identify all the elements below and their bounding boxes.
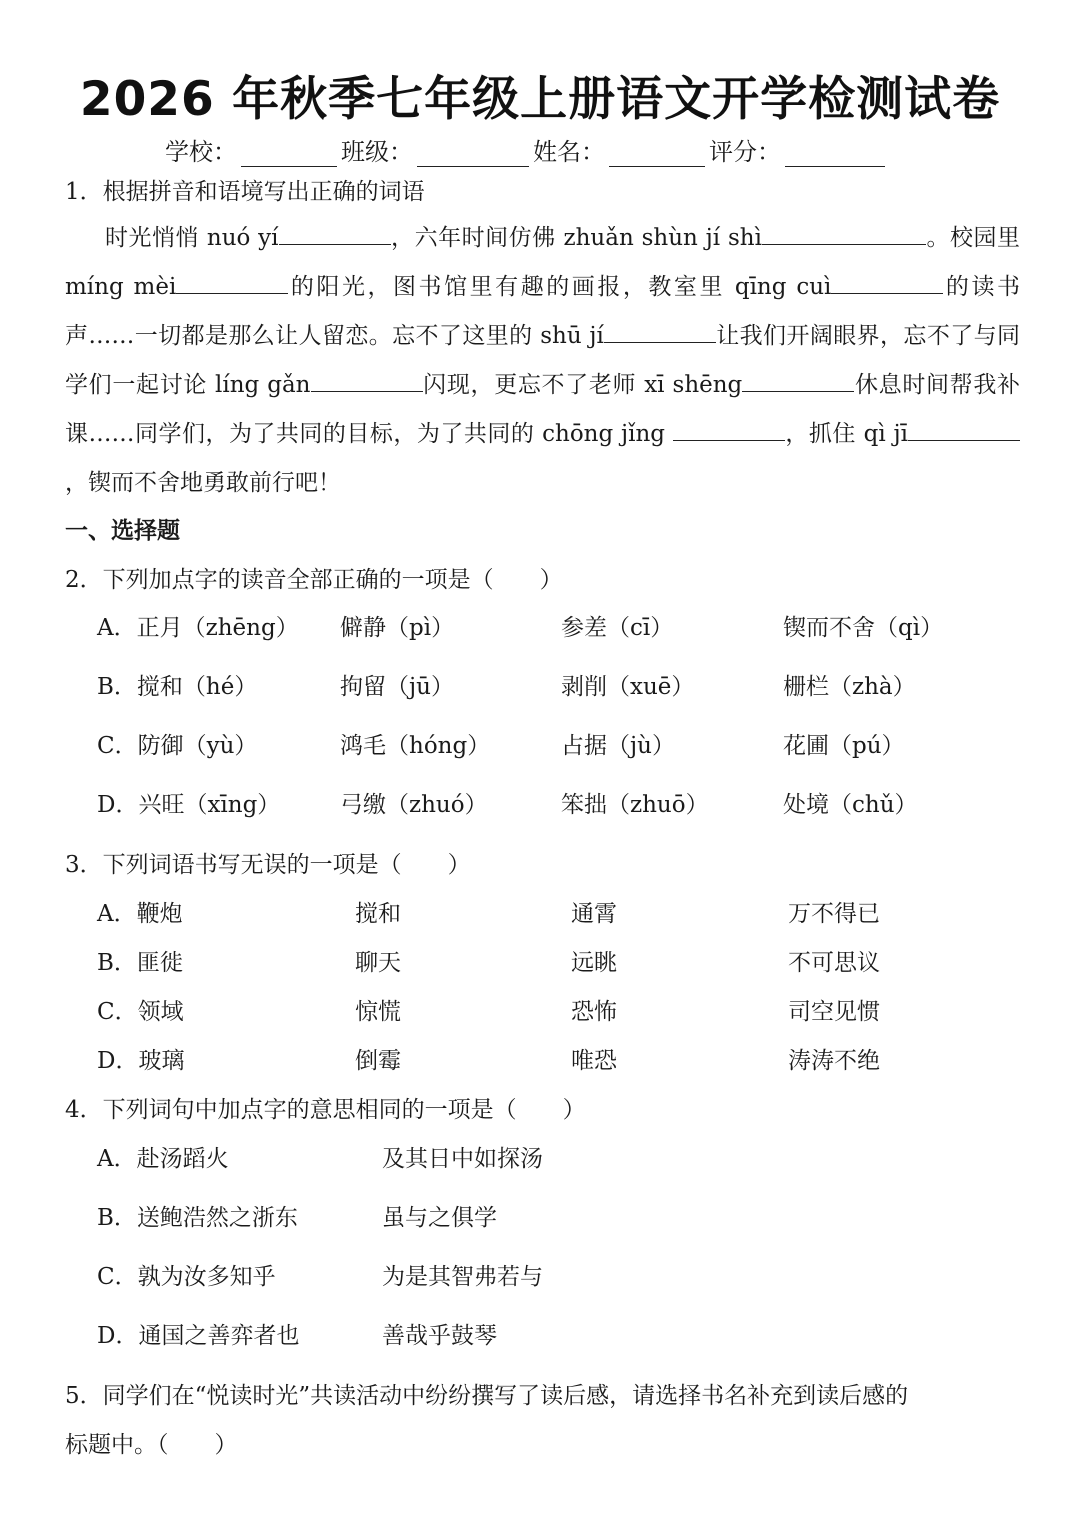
option-text: C．孰为汝多知乎 [97,1264,276,1290]
option-text: 涛涛不绝 [788,1048,880,1074]
option-text: 及其日中如探汤 [382,1146,543,1172]
option-text: 惊慌 [355,999,401,1025]
answer-blank[interactable] [311,369,423,392]
option-text: A．正月（zhēng） [97,615,299,641]
student-info [165,132,889,167]
option-text: 为是其智弗若与 [382,1264,543,1290]
option-text: D．玻璃 [97,1048,185,1074]
q2-option-d[interactable] [97,786,1037,820]
q2-option-a[interactable] [97,609,1037,643]
option-text: 弓缴（zhuó） [340,792,488,818]
name-blank[interactable] [609,140,705,167]
school-label: 学校： [165,138,237,166]
q3-option-d[interactable] [97,1042,1037,1076]
q1-text: 让我们开阔眼界，忘不了与同学们一起讨论 líng gǎn [65,323,1021,398]
school-blank[interactable] [241,140,337,167]
section-heading: 一、选择题 [65,518,180,544]
option-text: 笨拙（zhuō） [561,792,709,818]
page-title: 2026 年秋季七年级上册语文开学检测试卷 [79,72,1001,127]
option-text: A．鞭炮 [97,901,183,927]
option-text: B．匪徙 [97,950,183,976]
q2-stem: 2．下列加点字的读音全部正确的一项是（ ） [65,567,563,593]
q5-stem-line2: 标题中。（ ） [65,1432,238,1458]
score-blank[interactable] [785,140,885,167]
q3-stem: 3．下列词语书写无误的一项是（ ） [65,852,471,878]
option-text: B．搅和（hé） [97,674,258,700]
option-text: 剥削（xuē） [561,674,695,700]
q1-text: ，六年时间仿佛 zhuǎn shùn jí shì [390,225,762,251]
option-text: 司空见惯 [788,999,880,1025]
q1-text: 闪现，更忘不了老师 xī shēng [422,372,743,398]
option-text: 远眺 [571,950,617,976]
answer-blank[interactable] [604,320,716,343]
name-label: 姓名： [533,138,605,166]
q3-option-c[interactable] [97,993,1037,1027]
option-text: 栅栏（zhà） [783,674,916,700]
q5-stem-line1: 5．同学们在“悦读时光”共读活动中纷纷撰写了读后感，请选择书名补充到读后感的 [65,1383,909,1409]
option-text: 鸿毛（hóng） [340,733,491,759]
q1-text: 休息时间帮我补课……同学们，为了共同的目标，为了共同的 chōng jǐng [65,372,1021,447]
option-text: 虽与之俱学 [382,1205,497,1231]
q1-text: 时光悄悄 nuó yí [105,225,279,251]
option-text: C．领域 [97,999,184,1025]
q3-option-a[interactable] [97,895,1037,929]
option-text: 锲而不舍（qì） [783,615,944,641]
q1-stem: 1．根据拼音和语境写出正确的词语 [65,179,425,205]
answer-blank[interactable] [831,271,943,294]
option-text: 恐怖 [571,999,617,1025]
answer-blank[interactable] [673,418,785,441]
option-text: 僻静（pì） [340,615,455,641]
option-text: 拘留（jū） [340,674,454,700]
option-text: C．防御（yù） [97,733,258,759]
option-text: D．兴旺（xīng） [97,792,281,818]
option-text: 不可思议 [788,950,880,976]
answer-blank[interactable] [908,418,1020,441]
option-text: D．通国之善弈者也 [97,1323,300,1349]
q1-text: ，锲而不舍地勇敢前行吧！ [65,470,341,496]
option-text: 聊天 [355,950,401,976]
option-text: 处境（chǔ） [783,792,918,818]
class-label: 班级： [341,138,413,166]
q2-option-c[interactable] [97,727,1037,761]
option-text: 唯恐 [571,1048,617,1074]
q1-text: ，抓住 qì jī [784,421,908,447]
class-blank[interactable] [417,140,529,167]
option-text: B．送鲍浩然之浙东 [97,1205,298,1231]
q4-option-c[interactable] [97,1258,1037,1292]
option-text: 搅和 [355,901,401,927]
answer-blank[interactable] [176,271,288,294]
option-text: 参差（cī） [561,615,674,641]
answer-blank[interactable] [762,222,926,245]
q3-option-b[interactable] [97,944,1037,978]
q1-passage [65,214,1020,508]
q4-option-a[interactable] [97,1140,1037,1174]
option-text: 花圃（pú） [783,733,905,759]
option-text: 占据（jù） [561,733,675,759]
answer-blank[interactable] [279,222,391,245]
option-text: 万不得已 [788,901,880,927]
q4-stem: 4．下列词句中加点字的意思相同的一项是（ ） [65,1097,586,1123]
score-label: 评分： [709,138,781,166]
option-text: 通霄 [571,901,617,927]
q2-option-b[interactable] [97,668,1037,702]
answer-blank[interactable] [742,369,854,392]
option-text: A．赴汤蹈火 [97,1146,229,1172]
option-text: 善哉乎鼓琴 [382,1323,497,1349]
q1-text: 的阳光，图书馆里有趣的画报，教室里 qīng cuì [288,274,832,300]
q4-option-b[interactable] [97,1199,1037,1233]
option-text: 倒霉 [355,1048,401,1074]
q4-option-d[interactable] [97,1317,1037,1351]
q1-text: 。校园里 míng mèi [65,225,1021,300]
q1-text: 的读书声……一切都是那么让人留恋。忘不了这里的 shū jí [65,274,1020,349]
